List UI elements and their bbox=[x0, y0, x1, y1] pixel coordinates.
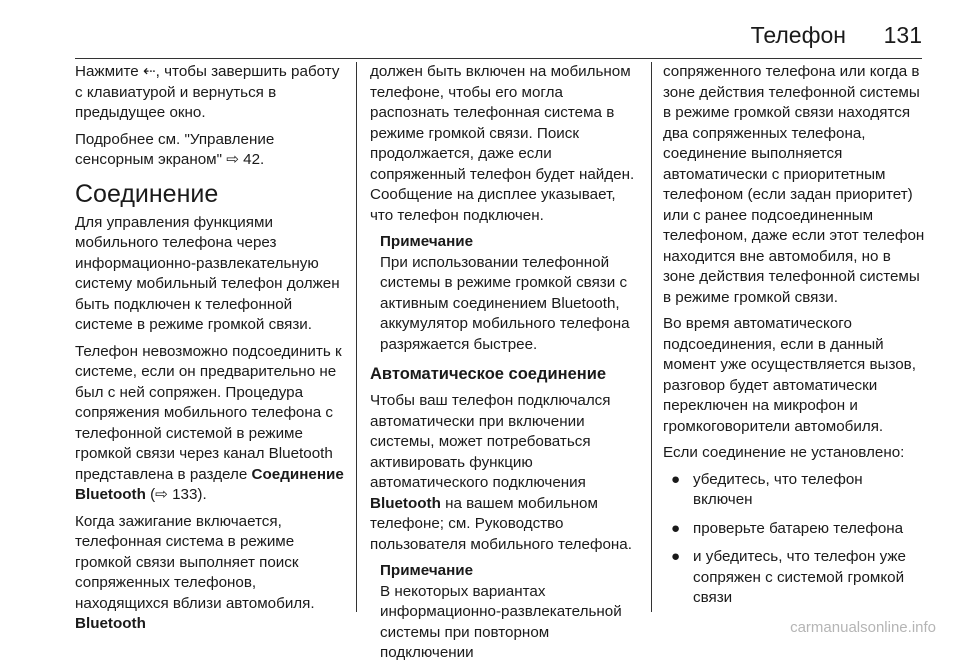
paragraph-no-connection: Если соединение не установлено: bbox=[663, 444, 905, 461]
note-text: При использовании телефонной системы в режиме громкой связи с активным соединением Bluetooth, аккумулятор мобильного телефона разряжается быстрее. bbox=[380, 253, 630, 353]
bullet-icon: ● bbox=[671, 519, 681, 537]
paragraph-pairing: Телефон невозможно подсоединить к системе, если он предварительно не был с ней сопряжен. Процедура сопряжения мобильного телефона с телефонной системой в режиме громкой связи через канал Bluetooth представлена в разделе Соединение Bluetooth (⇨ 133). bbox=[75, 342, 344, 503]
bullet-icon: ● bbox=[671, 548, 681, 565]
list-item: ● и убедитесь, что телефон уже сопряжен с системой громкой связи bbox=[671, 548, 906, 606]
column-divider-2 bbox=[651, 62, 652, 612]
column-divider-1 bbox=[356, 62, 357, 612]
column-3 bbox=[663, 62, 925, 617]
checklist bbox=[663, 470, 925, 609]
list-item: ● проверьте батарею телефона bbox=[663, 519, 925, 540]
paragraph-ignition-search: Когда зажигание включается, телефонная система в режиме громкой связи выполняет поиск сопряженных телефонов, находящихся вблизи автомобиля. Bluetooth bbox=[75, 512, 315, 632]
page-header bbox=[0, 0, 960, 60]
link-bluetooth-connection[interactable]: Соединение Bluetooth bbox=[75, 465, 344, 503]
watermark: carmanualsonline.info bbox=[790, 619, 936, 636]
page-number: 131 bbox=[883, 22, 922, 48]
note-title: Примечание bbox=[380, 562, 474, 579]
note-reconnection bbox=[380, 561, 640, 664]
paragraph-auto-connection: Чтобы ваш телефон подключался автоматически при включении системы, может потребоваться активировать функцию автоматического подключения Bluetooth на вашем мобильном телефоне; см. Руководство пользователя мобильного телефона. bbox=[370, 392, 632, 553]
paragraph-priority-phone: сопряженного телефона или когда в зоне действия телефонной системы в режиме громкой связи находятся два сопряженных телефона, соединение выполняется автоматически с приоритетным телефоном (если задан приоритет) или с ранее подсоединенным телефоном, даже если этот телефон находится вне автомобиля, но в зоне действия телефонной системы в режиме громкой связи. bbox=[663, 63, 925, 306]
section-title-connection: Соединение bbox=[75, 179, 219, 208]
paragraph-bluetooth-enabled: должен быть включен на мобильном телефоне, чтобы его могла распознать телефонная система в режиме громкой связи. Поиск продолжается, даже если сопряженный телефон будет найден. Сообщение на дисплее указывает, что телефон подключен. bbox=[370, 63, 635, 224]
note-title: Примечание bbox=[380, 233, 474, 250]
list-item: ● убедитесь, что телефон включен bbox=[671, 470, 863, 508]
paragraph-keyboard-exit: Нажмите ⇠, чтобы завершить работу с клавиатурой и вернуться в предыдущее окно. bbox=[75, 63, 340, 121]
column-2 bbox=[370, 62, 640, 668]
page-title: Телефон bbox=[750, 22, 846, 48]
header-rule bbox=[75, 58, 922, 59]
bullet-icon: ● bbox=[671, 470, 681, 488]
column-1 bbox=[75, 62, 345, 641]
note-battery bbox=[380, 232, 640, 355]
paragraph-see-touchscreen: Подробнее см. "Управление сенсорным экраном" ⇨ 42. bbox=[75, 130, 275, 168]
note-text: В некоторых вариантах информационно-развлекательной системы при повторном подключении bbox=[380, 582, 622, 661]
paragraph-connection-intro: Для управления функциями мобильного телефона через информационно-развлекательную систему мобильный телефон должен быть подключен к телефонной системе в режиме громкой связи. bbox=[75, 213, 340, 333]
subsection-title-auto-connection: Автоматическое соединение bbox=[370, 365, 607, 383]
paragraph-call-transfer: Во время автоматического подсоединения, если в данный момент уже осуществляется вызов, разговор будет автоматически переключен на микрофон и громкоговорители автомобиля. bbox=[663, 315, 916, 435]
